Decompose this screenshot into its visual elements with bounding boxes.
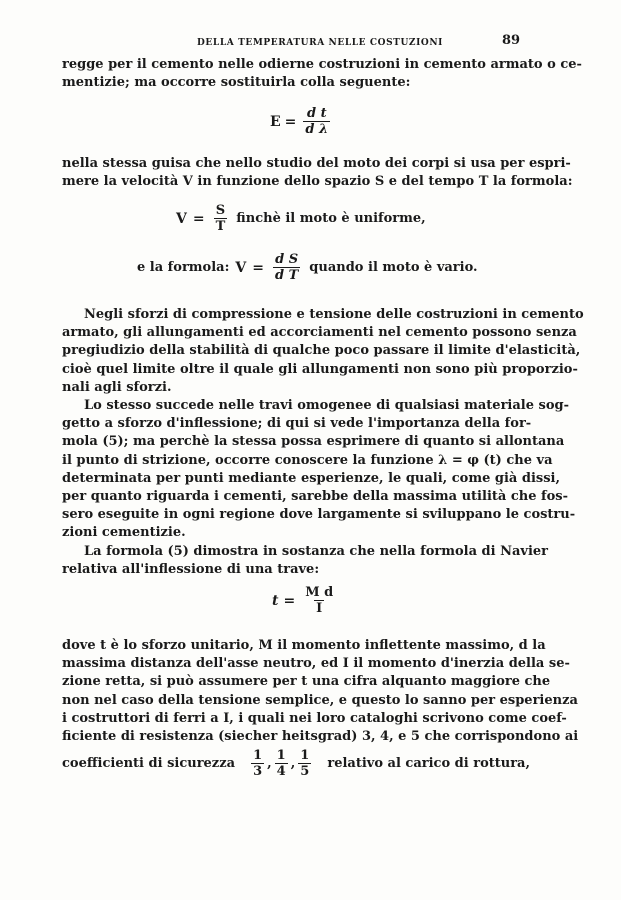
text-line: sero eseguite in ogni regione dove largamente si sviluppano le costru- bbox=[62, 507, 576, 523]
text-line: pregiudizio della stabilità di qualche poco passare il limite d'elasticità, bbox=[62, 343, 581, 359]
formula-lhs: t bbox=[272, 592, 279, 609]
formula-text: finchè il moto è uniforme, bbox=[236, 211, 426, 226]
page-number: 89 bbox=[502, 33, 521, 48]
fraction bbox=[298, 748, 311, 779]
fraction-numerator: d t bbox=[306, 106, 327, 121]
paragraph-5 bbox=[62, 543, 549, 579]
text-line: cioè quel limite oltre il quale gli allungamenti non sono più proporzio- bbox=[62, 361, 578, 377]
fraction-denominator: d λ bbox=[305, 122, 329, 137]
text-line: nella stessa guisa che nello studio del moto dei corpi si usa per espri- bbox=[62, 156, 571, 171]
text-line: dove t è lo sforzo unitario, M il momento inflettente massimo, d la bbox=[62, 638, 546, 653]
fraction-separator: , bbox=[290, 756, 296, 771]
paragraph-2 bbox=[62, 155, 573, 191]
formula-lhs: V bbox=[235, 259, 247, 276]
text-line: i costruttori di ferri a I, i quali nei loro cataloghi scrivono come coef- bbox=[62, 710, 567, 726]
fraction bbox=[214, 203, 228, 234]
text-line: per quanto riguarda i cementi, sarebbe della massima utilità che fos- bbox=[62, 489, 568, 505]
running-header: DELLA TEMPERATURA NELLE COSTUZIONI bbox=[197, 38, 443, 48]
fraction-denominator: T bbox=[215, 219, 226, 234]
fraction-numerator: S bbox=[215, 203, 226, 218]
fraction-numerator: M d bbox=[305, 585, 334, 600]
text-line: mola (5); ma perchè la stessa possa esprimere di quanto si allontana bbox=[62, 434, 565, 450]
text-line: armato, gli allungamenti ed accorciamenti nel cemento possono senza bbox=[62, 325, 577, 341]
text-line: massima distanza dell'asse neutro, ed I il momento d'inerzia della se- bbox=[62, 656, 570, 672]
text-line: Negli sforzi di compressione e tensione delle costruzioni in cemento bbox=[84, 307, 584, 322]
formula-equals: = bbox=[283, 592, 296, 609]
text-line: getto a sforzo d'inflessione; di qui si vede l'importanza della for- bbox=[62, 416, 532, 432]
formula-lhs: E bbox=[270, 113, 281, 130]
formula-v-varied bbox=[137, 252, 478, 283]
text-line: determinata per punti mediante esperienze, le quali, come già dissi, bbox=[62, 470, 560, 486]
fraction-numerator: 1 bbox=[300, 748, 310, 763]
paragraph-4 bbox=[62, 397, 576, 543]
formula-equals: = bbox=[284, 113, 297, 130]
last-line bbox=[62, 748, 530, 779]
fraction bbox=[251, 748, 264, 779]
formula-prefix: e la formola: bbox=[137, 260, 230, 275]
fraction-list bbox=[248, 748, 314, 779]
text-line: il punto di strizione, occorre conoscere la funzione λ = φ (t) che va bbox=[62, 452, 553, 468]
formula-equals: = bbox=[192, 210, 205, 227]
fraction-denominator: 5 bbox=[300, 764, 310, 779]
fraction-numerator: 1 bbox=[276, 748, 286, 763]
formula-text: quando il moto è vario. bbox=[309, 260, 478, 275]
fraction bbox=[303, 585, 335, 616]
fraction-separator: , bbox=[267, 756, 272, 771]
fraction-denominator: d T bbox=[275, 268, 299, 283]
text-line: zioni cementizie. bbox=[62, 525, 186, 541]
formula-e-equals-dt-dlambda bbox=[270, 106, 333, 137]
text-line: ficiente di resistenza (siecher heitsgrad) 3, 4, e 5 che corrispondono ai bbox=[62, 729, 579, 745]
paragraph-6 bbox=[62, 637, 579, 746]
last-line-suffix: relativo al carico di rottura, bbox=[327, 756, 530, 771]
text-line: mentizie; ma occorre sostituirla colla seguente: bbox=[62, 75, 411, 91]
formula-lhs: V bbox=[176, 210, 187, 227]
fraction-denominator: 3 bbox=[253, 764, 263, 779]
fraction-denominator: 4 bbox=[276, 764, 286, 779]
text-line: mere la velocità V in funzione dello spazio S e del tempo T la formola: bbox=[62, 174, 573, 190]
text-line: Lo stesso succede nelle travi omogenee di qualsiasi materiale sog- bbox=[84, 398, 569, 413]
text-line: La formola (5) dimostra in sostanza che nella formola di Navier bbox=[84, 544, 549, 559]
fraction-numerator: d S bbox=[275, 252, 299, 267]
fraction bbox=[275, 748, 288, 779]
paragraph-1 bbox=[62, 56, 582, 92]
formula-equals: = bbox=[252, 259, 264, 276]
formula-navier bbox=[272, 585, 338, 616]
text-line: zione retta, si può assumere per t una cifra alquanto maggiore che bbox=[62, 674, 551, 690]
fraction bbox=[303, 106, 330, 137]
fraction-denominator: I bbox=[316, 601, 323, 616]
fraction bbox=[273, 252, 300, 283]
text-line: non nel caso della tensione semplice, e questo lo sanno per esperienza bbox=[62, 692, 578, 708]
text-line: regge per il cemento nelle odierne costruzioni in cemento armato o ce- bbox=[62, 57, 582, 72]
paragraph-3 bbox=[62, 306, 584, 397]
text-line: nali agli sforzi. bbox=[62, 379, 172, 395]
text-line: relativa all'inflessione di una trave: bbox=[62, 562, 320, 578]
last-line-prefix: coefficienti di sicurezza bbox=[62, 756, 235, 771]
formula-v-uniform bbox=[176, 203, 426, 234]
fraction-numerator: 1 bbox=[253, 748, 263, 763]
